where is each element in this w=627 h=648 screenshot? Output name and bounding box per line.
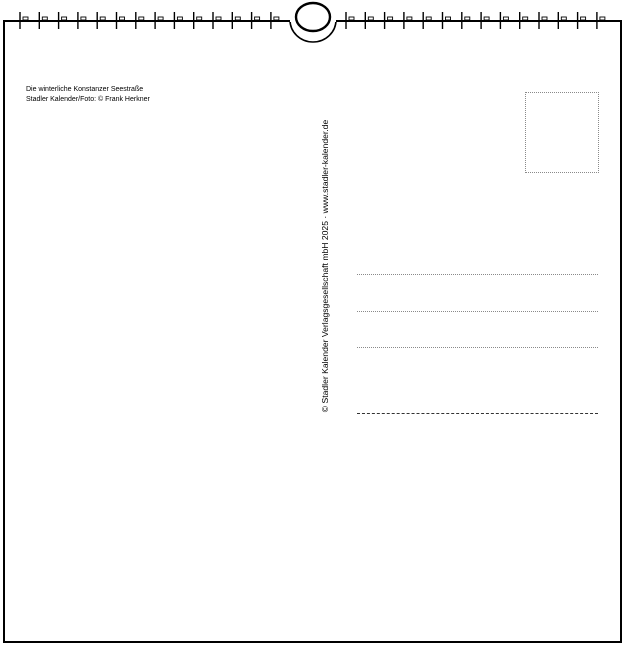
binding-hole: [600, 17, 605, 20]
photo-caption: [26, 85, 150, 105]
binding-hole: [81, 17, 86, 20]
binding-hole: [158, 17, 163, 20]
binding-hole: [561, 17, 566, 20]
address-line: [357, 347, 598, 348]
wire-binding: [0, 0, 627, 48]
caption-credit: Stadler Kalender/Foto: © Frank Herkner: [26, 96, 150, 103]
binding-hole: [235, 17, 240, 20]
address-line-bottom: [357, 413, 598, 414]
binding-hole: [274, 17, 279, 20]
binding-hole: [120, 17, 125, 20]
binding-hole: [100, 17, 105, 20]
binding-hole: [503, 17, 508, 20]
binding-hole: [388, 17, 393, 20]
binding-hole: [484, 17, 489, 20]
address-line: [357, 274, 598, 275]
binding-hole: [177, 17, 182, 20]
binding-hole: [465, 17, 470, 20]
binding-hole: [523, 17, 528, 20]
address-line: [357, 311, 598, 312]
binding-hole: [368, 17, 373, 20]
publisher-credit-text: © Stadler Kalender Verlagsgesellschaft mbH 2025 · www.stadler-kalender.de: [320, 119, 330, 413]
binding-hole: [139, 17, 144, 20]
hanger-hook: [296, 3, 330, 31]
binding-hole: [407, 17, 412, 20]
binding-hole: [426, 17, 431, 20]
binding-hole: [42, 17, 47, 20]
stamp-box: [525, 92, 599, 173]
binding-hole: [216, 17, 221, 20]
binding-hole: [446, 17, 451, 20]
binding-hole: [542, 17, 547, 20]
binding-hole: [197, 17, 202, 20]
binding-hole: [581, 17, 586, 20]
binding-hole: [23, 17, 28, 20]
caption-title: Die winterliche Konstanzer Seestraße: [26, 86, 144, 93]
binding-hole: [349, 17, 354, 20]
binding-hole: [255, 17, 260, 20]
binding-hole: [62, 17, 67, 20]
